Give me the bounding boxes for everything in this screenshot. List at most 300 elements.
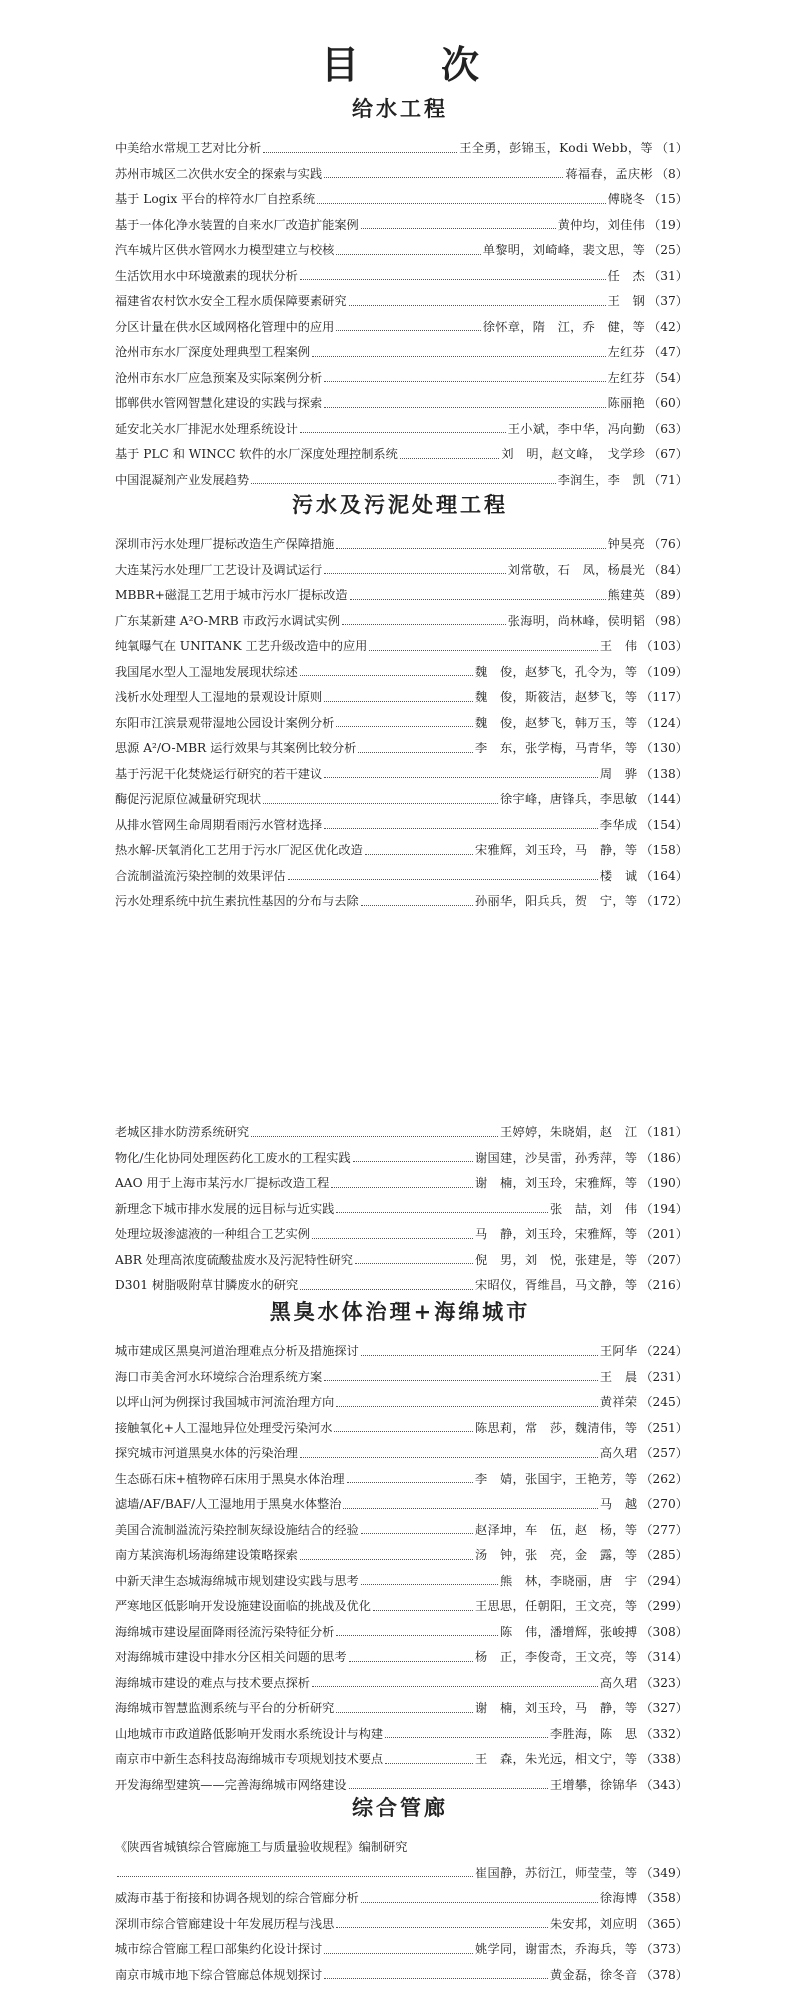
- entry-page-number: （117）: [640, 690, 688, 704]
- entry-title: 苏州市城区二次供水安全的探索与实践: [115, 166, 323, 181]
- dot-leader: [324, 1952, 473, 1954]
- entry-page-number: （365）: [640, 1916, 688, 1931]
- entry-title: 污水处理系统中抗生素抗性基因的分布与去除: [115, 894, 359, 908]
- entry-title: 海绵城市建设屋面降雨径流污染特征分析: [115, 1624, 335, 1639]
- entry-authors: 黄金磊，徐冬音: [549, 1967, 638, 1982]
- dot-leader: [324, 380, 605, 382]
- entry-title: 沧州市东水厂应急预案及实际案例分析: [115, 370, 323, 385]
- entry-page-number: （54）: [648, 370, 688, 385]
- dot-leader: [324, 776, 598, 778]
- dot-leader: [300, 1456, 598, 1458]
- entry-page-number: （63）: [648, 421, 688, 436]
- toc-entry[interactable]: [115, 1248, 688, 1274]
- dot-leader: [317, 202, 605, 204]
- toc-entry[interactable]: [115, 1594, 688, 1620]
- dot-leader: [336, 547, 605, 549]
- entry-page-number: （308）: [640, 1624, 688, 1639]
- toc-entry[interactable]: [115, 1518, 688, 1544]
- entry-page-number: （338）: [640, 1752, 688, 1766]
- section-black-odorous-sponge-city: [115, 1339, 688, 1798]
- entry-page-number: （201）: [640, 1227, 688, 1241]
- entry-page-number: （8）: [655, 166, 688, 181]
- toc-entry[interactable]: [115, 264, 688, 290]
- entry-title: 处理垃圾渗滤液的一种组合工艺实例: [115, 1227, 310, 1241]
- entry-authors: 王增攀，徐锦华: [549, 1777, 638, 1792]
- entry-authors: 崔国静，苏衍江，师莹莹，等: [475, 1865, 638, 1880]
- entry-title: 新理念下城市排水发展的远目标与近实践: [115, 1201, 335, 1216]
- toc-entry[interactable]: [115, 1467, 688, 1493]
- dot-leader: [355, 1262, 473, 1264]
- toc-entry[interactable]: [115, 1747, 688, 1773]
- entry-authors: 姚学同，谢雷杰，乔海兵，等: [475, 1942, 638, 1956]
- toc-entry[interactable]: [115, 1645, 688, 1671]
- dot-leader: [349, 304, 606, 306]
- entry-title: 基于一体化净水装置的自来水厂改造扩能案例: [115, 217, 359, 232]
- toc-entry[interactable]: [115, 813, 688, 839]
- toc-entry[interactable]: [115, 391, 688, 417]
- entry-authors: 李润生，李 凯: [557, 472, 646, 487]
- toc-entry[interactable]: [115, 1273, 688, 1299]
- toc-entry[interactable]: [115, 442, 688, 468]
- entry-page-number: （31）: [648, 268, 688, 283]
- entry-authors: 谢 楠，刘玉玲，马 静，等: [475, 1701, 638, 1715]
- dot-leader: [336, 1405, 598, 1407]
- entry-title: 城市建成区黑臭河道治理难点分析及措施探讨: [115, 1344, 359, 1358]
- entry-title: 对海绵城市建设中排水分区相关问题的思考: [115, 1650, 347, 1664]
- entry-page-number: （103）: [640, 639, 688, 653]
- toc-entry[interactable]: [115, 1620, 688, 1646]
- entry-authors: 杨 正，李俊奇，王文亮，等: [475, 1650, 638, 1664]
- entry-authors: 周 骅: [599, 766, 638, 781]
- entry-title: 山地城市市政道路低影响开发雨水系统设计与构建: [115, 1726, 384, 1741]
- dot-leader: [361, 1583, 498, 1585]
- toc-entry[interactable]: [115, 711, 688, 737]
- dot-leader: [361, 1532, 473, 1534]
- dot-leader: [336, 329, 480, 331]
- entry-title: 深圳市综合管廊建设十年发展历程与浅思: [115, 1916, 335, 1931]
- dot-leader: [400, 457, 500, 459]
- dot-leader: [336, 1926, 548, 1928]
- dot-leader: [300, 674, 473, 676]
- dot-leader: [350, 598, 606, 600]
- entry-authors: 王 钢: [607, 294, 646, 308]
- entry-authors: 陈思莉，常 莎，魏清伟，等: [475, 1420, 638, 1435]
- toc-entry[interactable]: [115, 1390, 688, 1416]
- entry-authors: 李 婧，张国宇，王艳芳，等: [475, 1471, 638, 1486]
- toc-entry[interactable]: [115, 213, 688, 239]
- dot-leader: [361, 904, 473, 906]
- toc-entry[interactable]: [115, 340, 688, 366]
- toc-entry[interactable]: [115, 1120, 688, 1146]
- dot-leader: [358, 751, 473, 753]
- toc-entry[interactable]: [115, 187, 688, 213]
- toc-entry[interactable]: [115, 838, 688, 864]
- toc-entry[interactable]: [115, 634, 688, 660]
- entry-authors: 魏 俊，赵梦飞，孔令为，等: [475, 664, 638, 679]
- entry-page-number: （71）: [648, 472, 688, 487]
- toc-entry[interactable]: [115, 289, 688, 315]
- entry-page-number: （76）: [648, 537, 688, 551]
- entry-title: D301 树脂吸附草甘膦废水的研究: [115, 1278, 299, 1292]
- toc-entry[interactable]: [115, 583, 688, 609]
- toc-entry[interactable]: [115, 1835, 688, 1861]
- dot-leader: [336, 1634, 498, 1636]
- entry-authors: 黄仲均，刘佳伟: [557, 217, 646, 232]
- entry-page-number: （42）: [648, 319, 688, 334]
- entry-title: 南方某滨海机场海绵建设策略探索: [115, 1548, 298, 1562]
- entry-page-number: （60）: [648, 396, 688, 410]
- section-heading-water-supply: 给水工程: [352, 96, 448, 121]
- entry-title: 纯氧曝气在 UNITANK 工艺升级改造中的应用: [115, 639, 368, 653]
- dot-leader: [263, 151, 457, 153]
- entry-authors: 汤 钟，张 亮，金 露，等: [475, 1548, 638, 1562]
- toc-entry[interactable]: [115, 1696, 688, 1722]
- entry-page-number: （245）: [640, 1395, 688, 1409]
- entry-title: 东阳市江滨景观带湿地公园设计案例分析: [115, 715, 335, 730]
- entry-page-number: （257）: [640, 1446, 688, 1460]
- entry-authors: 王 晨: [599, 1369, 638, 1384]
- dot-leader: [251, 482, 556, 484]
- entry-title: 城市综合管廊工程口部集约化设计探讨: [115, 1942, 323, 1956]
- entry-authors: 黄祥荣: [599, 1395, 638, 1409]
- toc-entry[interactable]: [115, 1963, 688, 1989]
- entry-title: 延安北关水厂排泥水处理系统设计: [115, 421, 298, 436]
- toc-entry[interactable]: [115, 1492, 688, 1518]
- toc-entry[interactable]: [115, 1912, 688, 1938]
- toc-entry[interactable]: [115, 1569, 688, 1595]
- entry-page-number: （47）: [648, 345, 688, 359]
- entry-authors: 马 越: [599, 1497, 638, 1511]
- entry-authors: 徐怀章，隋 江，乔 健，等: [482, 319, 646, 334]
- entry-page-number: （67）: [648, 447, 688, 461]
- toc-entry[interactable]: [115, 238, 688, 264]
- toc-entry[interactable]: [115, 1886, 688, 1912]
- entry-page-number: （1）: [655, 141, 688, 155]
- dot-leader: [324, 406, 605, 408]
- section-sewage-sludge-continued: [115, 1120, 688, 1299]
- entry-page-number: （349）: [640, 1865, 688, 1880]
- entry-authors: 李华成: [599, 817, 638, 832]
- entry-authors: 赵泽坤，车 伍，赵 杨，等: [475, 1522, 638, 1537]
- entry-page-number: （89）: [648, 588, 688, 602]
- entry-title: 酶促污泥原位减量研究现状: [115, 792, 262, 806]
- toc-entry[interactable]: [115, 1365, 688, 1391]
- dot-leader: [324, 176, 563, 178]
- entry-title: 邯郸供水管网智慧化建设的实践与探索: [115, 396, 323, 410]
- entry-page-number: （154）: [640, 817, 688, 832]
- toc-entry[interactable]: [115, 1441, 688, 1467]
- section-water-supply: [115, 136, 688, 493]
- entry-title: 汽车城片区供水管网水力模型建立与校核: [115, 243, 335, 257]
- dot-leader: [300, 431, 506, 433]
- dot-leader: [312, 355, 606, 357]
- entry-page-number: （138）: [640, 766, 688, 781]
- entry-authors: 蒋福春，孟庆彬: [565, 166, 653, 181]
- entry-page-number: （231）: [640, 1369, 688, 1384]
- entry-authors: 王全勇，彭锦玉，Kodi Webb，等: [459, 141, 653, 155]
- dot-leader: [385, 1762, 473, 1764]
- entry-title: 大连某污水处理厂工艺设计及调试运行: [115, 562, 323, 577]
- dot-leader: [336, 253, 480, 255]
- entry-title: 物化/生化协同处理医药化工废水的工程实践: [115, 1150, 351, 1165]
- entry-page-number: （164）: [640, 868, 688, 883]
- entry-authors: 李胜海，陈 思: [549, 1726, 638, 1741]
- entry-title: 南京市城市地下综合管廊总体规划探讨: [115, 1967, 323, 1982]
- entry-authors: 刘 明，赵文峰， 戈学珍: [501, 447, 646, 461]
- dot-leader: [365, 853, 473, 855]
- toc-entry[interactable]: [115, 685, 688, 711]
- dot-leader: [343, 1507, 597, 1509]
- entry-title: 海绵城市智慧监测系统与平台的分析研究: [115, 1701, 335, 1715]
- entry-page-number: （251）: [640, 1420, 688, 1435]
- toc-entry[interactable]: [115, 762, 688, 788]
- dot-leader: [251, 1135, 498, 1137]
- entry-authors: 谢国建，沙昊雷，孙秀萍，等: [475, 1150, 638, 1165]
- dot-leader: [361, 1354, 598, 1356]
- entry-authors: 王 伟: [599, 639, 638, 653]
- entry-title: 以坪山河为例探讨我国城市河流治理方向: [115, 1395, 335, 1409]
- dot-leader: [300, 1558, 473, 1560]
- dot-leader: [336, 1211, 548, 1213]
- entry-title: 海口市美舍河水环境综合治理系统方案: [115, 1369, 323, 1384]
- entry-authors: 魏 俊，斯筱洁，赵梦飞，等: [475, 690, 638, 704]
- entry-authors: 张 喆，刘 伟: [549, 1201, 638, 1216]
- toc-entry[interactable]: [115, 1671, 688, 1697]
- entry-authors: 宋昭仪，胥维昌，马文静，等: [475, 1278, 638, 1292]
- entry-authors: 傅晓冬: [607, 192, 646, 206]
- entry-title: 中国混凝剂产业发展趋势: [115, 472, 250, 487]
- entry-page-number: （186）: [640, 1150, 688, 1165]
- entry-title: 合流制溢流污染控制的效果评估: [115, 868, 286, 883]
- entry-authors: 王阿华: [599, 1344, 638, 1358]
- dot-leader: [288, 878, 598, 880]
- entry-page-number: （285）: [640, 1548, 688, 1562]
- entry-title: AAO 用于上海市某污水厂提标改造工程: [115, 1176, 330, 1190]
- toc-entry[interactable]: [115, 1861, 688, 1887]
- entry-page-number: （358）: [640, 1891, 688, 1905]
- toc-entry[interactable]: [115, 136, 688, 162]
- dot-leader: [353, 1160, 473, 1162]
- dot-leader: [336, 1711, 473, 1713]
- entry-authors: 徐宇峰，唐锋兵，李思敏: [499, 792, 638, 806]
- entry-title: 生活饮用水中环境激素的现状分析: [115, 268, 298, 283]
- entry-title: 深圳市污水处理厂提标改造生产保障措施: [115, 537, 335, 551]
- entry-title: 滤墙/AF/BAF/人工湿地用于黑臭水体整治: [115, 1497, 342, 1511]
- entry-page-number: （190）: [640, 1176, 688, 1190]
- entry-authors: 楼 诚: [599, 868, 638, 883]
- entry-page-number: （224）: [640, 1344, 688, 1358]
- entry-page-number: （373）: [640, 1942, 688, 1956]
- entry-page-number: （84）: [648, 562, 688, 577]
- entry-title: 沧州市东水厂深度处理典型工程案例: [115, 345, 310, 359]
- entry-page-number: （323）: [640, 1675, 688, 1690]
- dot-leader: [312, 1685, 598, 1687]
- entry-authors: 王小斌，李中华，冯向勤: [507, 421, 646, 436]
- entry-title: 老城区排水防涝系统研究: [115, 1125, 250, 1139]
- entry-authors: 宋雅辉，刘玉玲，马 静，等: [475, 843, 638, 857]
- entry-authors: 王 森，朱光远，相文宁，等: [475, 1752, 638, 1766]
- entry-authors: 任 杰: [607, 268, 646, 283]
- entry-title: 南京市中新生态科技岛海绵城市专项规划技术要点: [115, 1752, 384, 1766]
- entry-authors: 马 静，刘玉玲，宋雅辉，等: [475, 1227, 638, 1241]
- entry-title: 浅析水处理型人工湿地的景观设计原则: [115, 690, 323, 704]
- entry-authors: 李 东，张学梅，马青华，等: [475, 741, 638, 755]
- toc-entry[interactable]: [115, 1222, 688, 1248]
- entry-authors: 钟昊亮: [607, 537, 646, 551]
- dot-leader: [324, 827, 598, 829]
- entry-authors: 左红芬: [607, 370, 646, 385]
- toc-entry[interactable]: [115, 532, 688, 558]
- entry-page-number: （109）: [640, 664, 688, 679]
- dot-leader: [349, 1660, 473, 1662]
- toc-entry[interactable]: [115, 1197, 688, 1223]
- entry-page-number: （98）: [648, 613, 688, 628]
- page-title: 目 次: [320, 43, 501, 87]
- entry-authors: 左红芬: [607, 345, 646, 359]
- entry-page-number: （194）: [640, 1201, 688, 1216]
- entry-page-number: （343）: [640, 1777, 688, 1792]
- entry-title: 严寒地区低影响开发设施建设面临的挑战及优化: [115, 1599, 371, 1613]
- toc-entry[interactable]: [115, 417, 688, 443]
- entry-authors: 朱安邦，刘应明: [549, 1916, 638, 1931]
- entry-page-number: （130）: [640, 741, 688, 755]
- entry-title: 开发海绵型建筑——完善海绵城市网络建设: [115, 1777, 347, 1792]
- dot-leader: [300, 1288, 473, 1290]
- toc-entry[interactable]: [115, 1543, 688, 1569]
- toc-entry[interactable]: [115, 736, 688, 762]
- entry-authors: 魏 俊，赵梦飞，韩万玉，等: [475, 715, 638, 730]
- entry-page-number: （332）: [640, 1726, 688, 1741]
- entry-authors: 陈 伟，潘增辉，张峻搏: [499, 1624, 638, 1639]
- entry-page-number: （25）: [648, 243, 688, 257]
- dot-leader: [349, 1787, 548, 1789]
- entry-authors: 单黎明，刘崎峰，裴文思，等: [482, 243, 646, 257]
- entry-title: 基于污泥干化焚烧运行研究的若干建议: [115, 766, 323, 781]
- entry-authors: 高久珺: [599, 1446, 638, 1460]
- dot-leader: [342, 623, 506, 625]
- entry-title: 思源 A²/O-MBR 运行效果与其案例比较分析: [115, 741, 357, 755]
- entry-title: ABR 处理高浓度硫酸盐废水及污泥特性研究: [115, 1252, 353, 1267]
- entry-title: 分区计量在供水区域网格化管理中的应用: [115, 319, 335, 334]
- entry-authors: 熊建英: [607, 588, 646, 602]
- toc-entry[interactable]: [115, 609, 688, 635]
- toc-entry[interactable]: [115, 1937, 688, 1963]
- dot-leader: [336, 725, 473, 727]
- entry-title: 基于 Logix 平台的梓符水厂自控系统: [115, 192, 316, 206]
- entry-title: 基于 PLC 和 WINCC 软件的水厂深度处理控制系统: [115, 447, 398, 461]
- toc-entry[interactable]: [115, 1171, 688, 1197]
- entry-authors: 倪 男，刘 悦，张建是，等: [475, 1252, 638, 1267]
- entry-authors: 刘常敬，石 凤，杨晨光: [507, 562, 646, 577]
- entry-title: 威海市基于衔接和协调各规划的综合管廊分析: [115, 1891, 359, 1905]
- entry-title: 美国合流制溢流污染控制灰绿设施结合的经验: [115, 1522, 359, 1537]
- entry-title: 福建省农村饮水安全工程水质保障要素研究: [115, 294, 347, 308]
- entry-title: 中新天津生态城海绵城市规划建设实践与思考: [115, 1573, 359, 1588]
- dot-leader: [324, 1977, 548, 1979]
- section-heading-black-odorous-sponge-city: 黑臭水体治理+海绵城市: [269, 1299, 531, 1324]
- entry-authors: 张海明，尚林峰，侯明韬: [507, 613, 646, 628]
- entry-authors: 孙丽华，阳兵兵，贺 宁，等: [475, 894, 638, 908]
- entry-page-number: （37）: [648, 294, 688, 308]
- dot-leader: [324, 572, 506, 574]
- toc-entry[interactable]: [115, 889, 688, 915]
- toc-entry[interactable]: [115, 558, 688, 584]
- toc-entry[interactable]: [115, 315, 688, 341]
- entry-authors: 高久珺: [599, 1675, 638, 1690]
- dot-leader: [373, 1609, 473, 1611]
- dot-leader: [361, 1901, 598, 1903]
- entry-title: MBBR+磁混工艺用于城市污水厂提标改造: [115, 588, 348, 602]
- toc-entry[interactable]: [115, 366, 688, 392]
- dot-leader: [324, 700, 473, 702]
- entry-page-number: （15）: [648, 192, 688, 206]
- entry-title: 生态砾石床+植物碎石床用于黑臭水体治理: [115, 1471, 345, 1486]
- dot-leader: [263, 802, 498, 804]
- dot-leader: [347, 1481, 473, 1483]
- entry-page-number: （144）: [640, 792, 688, 806]
- entry-title: 从排水管网生命周期看雨污水管材选择: [115, 817, 323, 832]
- section-sewage-sludge: [115, 532, 688, 915]
- dot-leader: [117, 1875, 473, 1877]
- entry-page-number: （216）: [640, 1278, 688, 1292]
- entry-page-number: （158）: [640, 843, 688, 857]
- dot-leader: [334, 1430, 473, 1432]
- entry-title: 中美给水常规工艺对比分析: [115, 141, 262, 155]
- toc-entry[interactable]: [115, 1146, 688, 1172]
- toc-entry[interactable]: [115, 1416, 688, 1442]
- entry-page-number: （314）: [640, 1650, 688, 1664]
- entry-authors: 徐海博: [599, 1891, 638, 1905]
- entry-authors: 熊 林，李晓丽，唐 宇: [499, 1573, 638, 1588]
- section-heading-utility-tunnel: 综合管廊: [352, 1795, 448, 1820]
- section-utility-tunnel: [115, 1835, 688, 1988]
- dot-leader: [369, 649, 598, 651]
- entry-page-number: （19）: [648, 217, 688, 232]
- entry-page-number: （294）: [640, 1573, 688, 1588]
- entry-title: 探究城市河道黑臭水体的污染治理: [115, 1446, 298, 1460]
- entry-title: 热水解-厌氧消化工艺用于污水厂泥区优化改造: [115, 843, 363, 857]
- section-heading-sewage-sludge: 污水及污泥处理工程: [292, 492, 508, 517]
- dot-leader: [324, 1379, 598, 1381]
- dot-leader: [385, 1736, 548, 1738]
- entry-title: 接触氧化+人工湿地异位处理受污染河水: [115, 1420, 333, 1435]
- entry-page-number: （181）: [640, 1125, 688, 1139]
- entry-page-number: （270）: [640, 1497, 688, 1511]
- dot-leader: [361, 227, 556, 229]
- entry-page-number: （277）: [640, 1522, 688, 1537]
- entry-page-number: （299）: [640, 1599, 688, 1613]
- dot-leader: [331, 1186, 473, 1188]
- toc-entry[interactable]: [115, 787, 688, 813]
- toc-entry[interactable]: [115, 162, 688, 188]
- toc-entry[interactable]: [115, 1339, 688, 1365]
- entry-page-number: （327）: [640, 1701, 688, 1715]
- entry-title: 广东某新建 A²O-MRB 市政污水调试实例: [115, 613, 341, 628]
- toc-entry[interactable]: [115, 864, 688, 890]
- entry-title: 海绵城市建设的难点与技术要点探析: [115, 1675, 310, 1690]
- entry-authors: 王思思，任朝阳，王文亮，等: [475, 1599, 638, 1613]
- entry-page-number: （172）: [640, 894, 688, 908]
- entry-page-number: （378）: [640, 1967, 688, 1982]
- dot-leader: [300, 278, 606, 280]
- entry-title: 我国尾水型人工湿地发展现状综述: [115, 664, 298, 679]
- entry-authors: 王婷婷，朱晓娟，赵 江: [499, 1125, 638, 1139]
- toc-entry[interactable]: [115, 660, 688, 686]
- entry-page-number: （262）: [640, 1471, 688, 1486]
- entry-page-number: （124）: [640, 715, 688, 730]
- dot-leader: [312, 1237, 473, 1239]
- toc-entry[interactable]: [115, 1722, 688, 1748]
